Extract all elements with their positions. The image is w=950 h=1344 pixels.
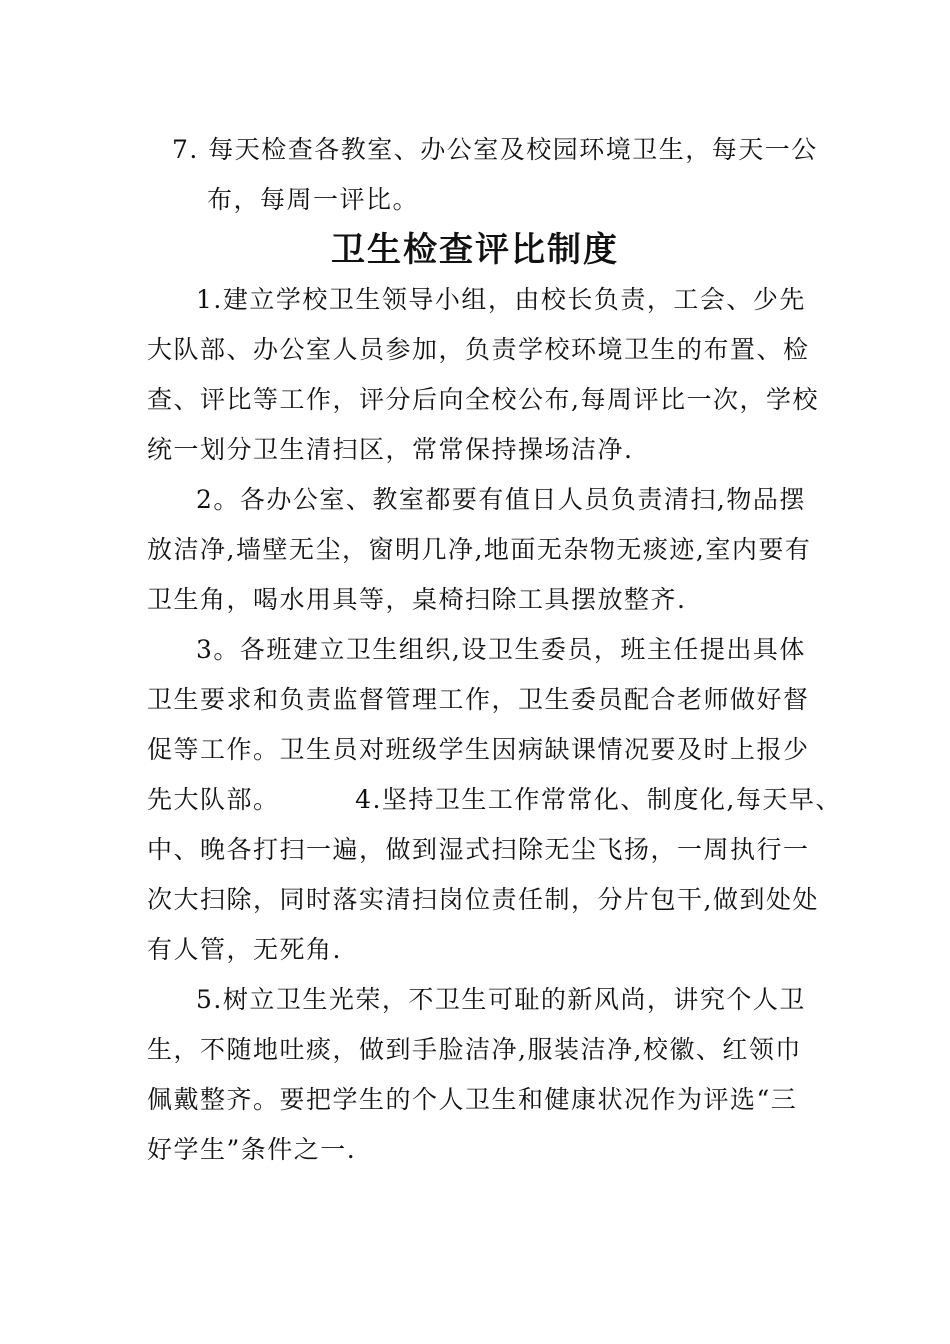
para2-line3: 卫生角，喝水用具等，桌椅扫除工具摆放整齐. (147, 585, 687, 614)
para3-line5: 中、晚各打扫一遍，做到湿式扫除无尘飞扬，一周执行一 (147, 835, 810, 864)
para3-line7: 有人管，无死角. (147, 935, 342, 964)
intro-line-2: 布，每周一评比。 (207, 185, 420, 214)
para1-line1: 1.建立学校卫生领导小组，由校长负责，工会、少先 (196, 285, 806, 314)
para3-line1: 3。各班建立卫生组织,设卫生委员，班主任提出具体 (196, 635, 806, 664)
document-title: 卫生检查评比制度 (331, 230, 619, 270)
para3-line4: 先大队部。 4.坚持卫生工作常常化、制度化,每天早、 (147, 785, 842, 814)
para2-line1: 2。各办公室、教室都要有值日人员负责清扫,物品摆 (196, 485, 806, 514)
para1-line2: 大队部、办公室人员参加，负责学校环境卫生的布置、检 (147, 335, 810, 364)
para4-line4: 好学生”条件之一. (147, 1135, 357, 1164)
para3-line2: 卫生要求和负责监督管理工作，卫生委员配合老师做好督 (147, 685, 810, 714)
para3-line3: 促等工作。卫生员对班级学生因病缺课情况要及时上报少 (147, 735, 810, 764)
para1-line3: 查、评比等工作，评分后向全校公布,每周评比一次，学校 (147, 385, 819, 414)
para4-line3: 佩戴整齐。要把学生的个人卫生和健康状况作为评选“三 (147, 1085, 798, 1114)
intro-line-1: 7. 每天检查各教室、办公室及校园环境卫生，每天一公 (172, 135, 818, 164)
para4-line2: 生，不随地吐痰，做到手脸洁净,服装洁净,校徽、红领巾 (147, 1035, 802, 1064)
para4-line1: 5.树立卫生光荣，不卫生可耻的新风尚，讲究个人卫 (196, 985, 806, 1014)
para1-line4: 统一划分卫生清扫区，常常保持操场洁净. (147, 435, 634, 464)
para2-line2: 放洁净,墙壁无尘，窗明几净,地面无杂物无痰迹,室内要有 (147, 535, 812, 564)
para3-line6: 次大扫除，同时落实清扫岗位责任制，分片包干,做到处处 (147, 885, 819, 914)
